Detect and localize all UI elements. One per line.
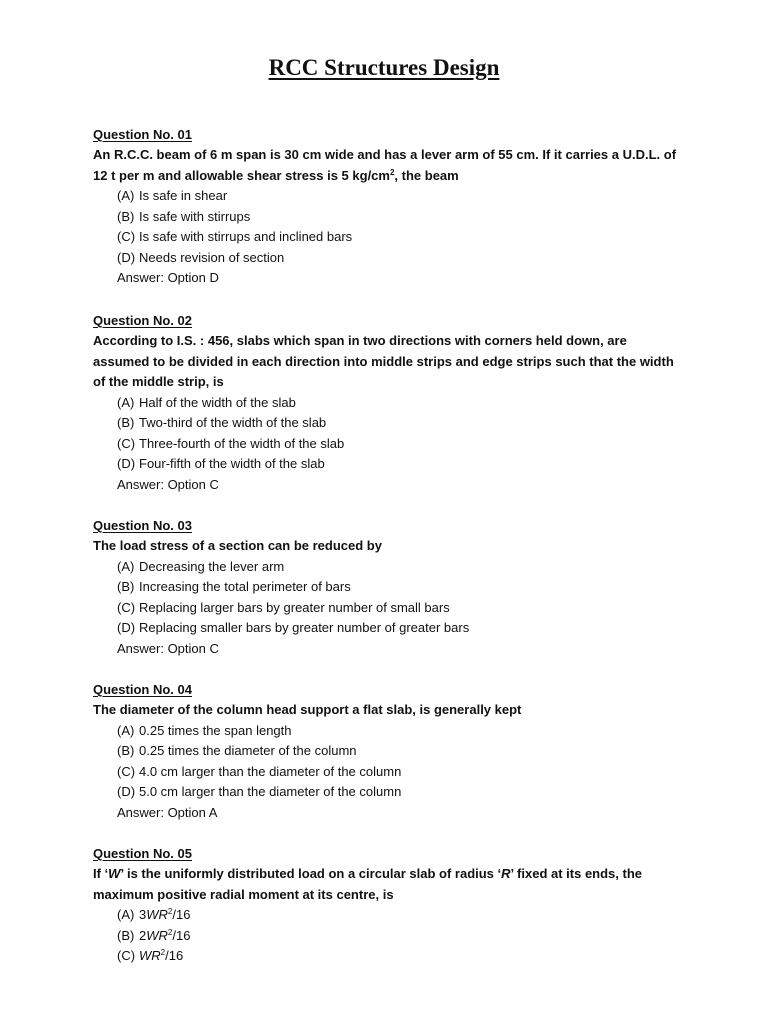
options-list [93,557,683,639]
answer-text: Answer: Option D [117,270,219,286]
option-a: (A) Decreasing the lever arm [117,558,285,574]
option-a: (A) Is safe in shear [117,188,228,203]
option-c: (C) 4.0 cm larger than the diameter of the column [117,763,402,779]
question-02 [93,310,683,495]
question-04 [93,679,683,823]
question-label: Question No. 02 [93,313,192,328]
question-label: Question No. 05 [93,846,192,861]
document-title-text: RCC Structures Design [268,55,500,80]
option-b: (B) Is safe with stirrups [117,208,251,224]
option-c: (C) Three-fourth of the width of the slab [117,435,345,451]
option-a: (A) Half of the width of the slab [117,394,296,410]
question-text: If ‘W’ is the uniformly distributed load on a circular slab of radius ‘R’ fixed at its ends, the maximum positive radial moment at its centre, is [93,866,643,902]
options-list [93,186,683,268]
question-01 [93,124,683,289]
option-b: (B) 0.25 times the diameter of the column [117,743,357,759]
question-text: According to I.S. : 456, slabs which span in two directions with corners held down, are assumed to be divided in each direction into middle strips and edge strips such that the width of the middle strip, is [93,333,674,389]
option-b: (B) $2WR^2/16$ [117,927,191,943]
question-05 [93,843,683,967]
answer-text: Answer: Option C [117,476,219,492]
answer-text: Answer: Option C [117,640,219,656]
option-b: (B) Two-third of the width of the slab [117,415,327,431]
options-list [93,393,683,475]
option-d: (D) Four-fifth of the width of the slab [117,456,325,472]
question-label: Question No. 04 [93,682,192,697]
document-title [0,53,768,83]
answer-text: Answer: Option A [117,804,218,820]
option-b: (B) Increasing the total perimeter of bars [117,579,351,595]
question-label: Question No. 03 [93,518,192,533]
question-text: The diameter of the column head support a flat slab, is generally kept [93,702,522,717]
option-d: (D) Replacing smaller bars by greater number of greater bars [117,620,470,636]
option-a: (A) $3WR^2/16$ [117,907,191,922]
option-c: (C) $WR^2/16$ [117,948,184,964]
option-d: (D) Needs revision of section [117,249,285,265]
options-list [93,905,683,967]
question-03 [93,515,683,659]
question-text: An R.C.C. beam of 6 m span is 30 cm wide and has a lever arm of 55 cm. If it carries a U.D.L. of 12 t per m and allowable shear stress is 5 $kg/cm^2$, the beam [93,147,677,183]
option-d: (D) 5.0 cm larger than the diameter of the column [117,784,402,800]
option-c: (C) Is safe with stirrups and inclined bars [117,229,353,245]
question-label: Question No. 01 [93,127,192,142]
option-a: (A) 0.25 times the span length [117,722,292,738]
option-c: (C) Replacing larger bars by greater number of small bars [117,599,450,615]
question-text: The load stress of a section can be reduced by [93,538,382,553]
options-list [93,721,683,803]
